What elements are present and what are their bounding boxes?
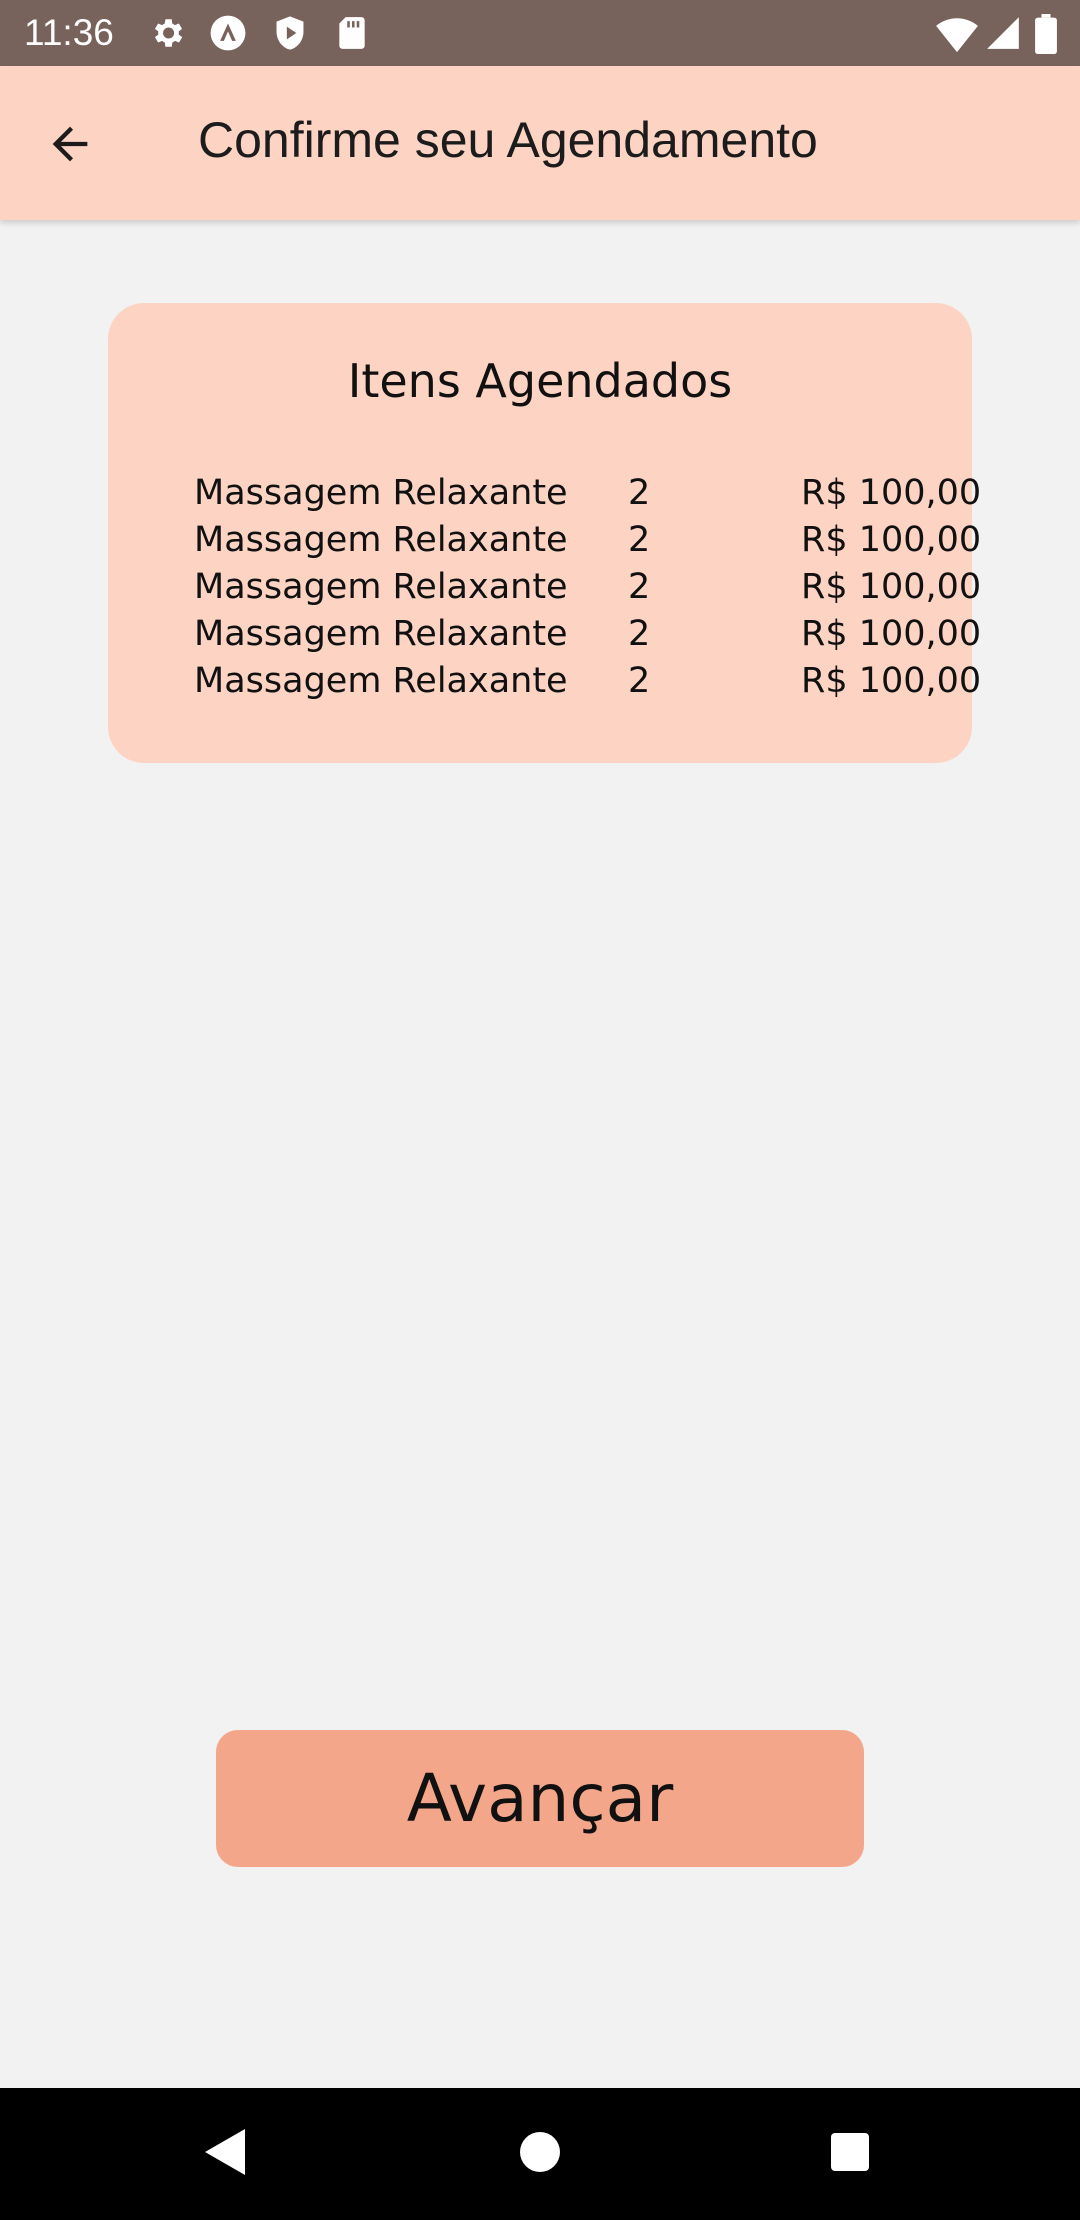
item-price: R$ 100,00 [801,520,982,560]
nav-back-button[interactable] [182,2110,270,2198]
item-name: Massagem Relaxante [194,567,568,607]
wifi-icon [935,14,979,54]
list-item [194,611,982,658]
page-title: Confirme seu Agendamento [198,112,818,168]
nav-recents-button[interactable] [806,2110,894,2198]
scheduled-items-card [108,303,982,763]
arrow-back-icon [44,118,96,174]
item-price: R$ 100,00 [801,473,982,513]
home-circle-icon [519,2131,561,2177]
battery-icon [1034,14,1058,54]
item-name: Massagem Relaxante [194,520,568,560]
app-bar [0,66,1080,220]
card-title: Itens Agendados [347,354,733,408]
nav-home-button[interactable] [496,2110,584,2198]
item-name: Massagem Relaxante [194,473,568,513]
vpn-icon [209,14,247,52]
navigation-bar [0,2088,1080,2220]
gear-icon [148,14,186,52]
item-quantity: 2 [628,661,651,701]
list-item [194,658,982,705]
list-item [194,517,982,564]
item-quantity: 2 [628,614,651,654]
item-quantity: 2 [628,520,651,560]
sd-card-icon [333,14,371,52]
list-item [194,470,982,517]
status-time: 11:36 [24,12,114,53]
advance-button[interactable]: Avançar [216,1730,864,1867]
recents-square-icon [830,2132,870,2176]
items-list [194,470,982,705]
item-name: Massagem Relaxante [194,661,568,701]
back-button[interactable] [28,104,112,188]
item-price: R$ 100,00 [801,567,982,607]
item-name: Massagem Relaxante [194,614,568,654]
back-triangle-icon [203,2127,249,2181]
item-price: R$ 100,00 [801,661,982,701]
item-price: R$ 100,00 [801,614,982,654]
item-quantity: 2 [628,567,651,607]
shield-play-icon [271,14,309,52]
list-item [194,564,982,611]
item-quantity: 2 [628,473,651,513]
status-bar [0,0,1080,66]
signal-icon [984,14,1022,52]
